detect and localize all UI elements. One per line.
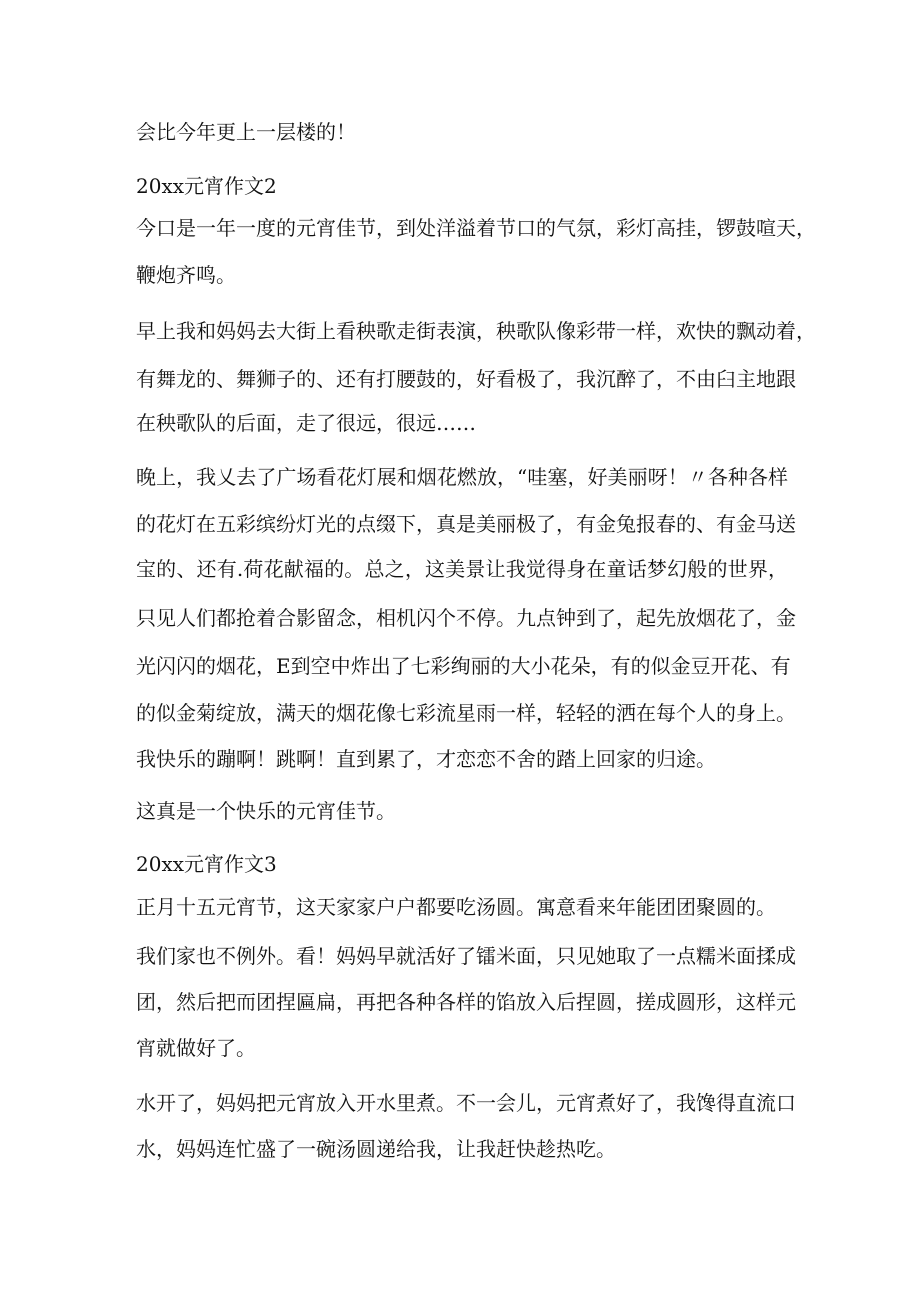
text-line: 今口是一年一度的元宵佳节，到处洋溢着节口的气氛，彩灯高挂，锣鼓喧天， — [136, 216, 816, 240]
section-heading: 20xx元宵作文3 — [136, 852, 277, 876]
text-line: 光闪闪的烟花，E到空中炸出了七彩绚丽的大小花朵，有的似金豆开花、有 — [136, 654, 791, 678]
text-line: 正月十五元宵节，这天家家户户都要吃汤圆。寓意看来年能团团聚圆的。 — [136, 895, 776, 919]
text-line: 宝的、还有.荷花献福的。总之，这美景让我觉得身在童话梦幻般的世界， — [136, 557, 788, 581]
text-line: 鞭炮齐鸣。 — [136, 263, 236, 287]
text-line: 早上我和妈妈去大街上看秧歌走街表演，秧歌队像彩带一样，欢快的飘动着， — [136, 319, 816, 343]
text-line: 有舞龙的、舞狮子的、还有打腰鼓的，好看极了，我沉醉了，不由臼主地跟 — [136, 367, 796, 391]
text-line: 的花灯在五彩缤纷灯光的点缀下，真是美丽极了，有金兔报春的、有金马送 — [136, 512, 796, 536]
text-line: 我们家也不例外。看！妈妈早就活好了镭米面，只见她取了一点糯米面揉成 — [136, 944, 796, 968]
text-line: 水开了，妈妈把元宵放入开水里煮。不一会儿，元宵煮好了，我馋得直流口 — [136, 1091, 796, 1115]
text-line: 宵就做好了。 — [136, 1036, 256, 1060]
text-line: 这真是一个快乐的元宵佳节。 — [136, 799, 396, 823]
text-line: 水，妈妈连忙盛了一碗汤圆递给我，让我赶快趁热吃。 — [136, 1137, 616, 1161]
text-line: 会比今年更上一层楼的！ — [136, 120, 356, 144]
text-line: 的似金菊绽放，满天的烟花像七彩流星雨一样，轻轻的洒在每个人的身上。 — [136, 701, 796, 725]
section-heading: 20xx元宵作文2 — [136, 174, 277, 198]
text-line: 在秧歌队的后面，走了很远，很远…… — [136, 411, 476, 435]
text-line: 我快乐的蹦啊！跳啊！直到累了，才恋恋不舍的踏上回家的归途。 — [136, 747, 716, 771]
text-line: 团，然后把而团捏匾扁，再把各种各样的馅放入后捏圆，搓成圆形，这样元 — [136, 990, 796, 1014]
text-line: 只见人们都抢着合影留念，相机闪个不停。九点钟到了，起先放烟花了，金 — [136, 606, 796, 630]
text-line: 晚上，我乂去了广场看花灯展和烟花燃放，“哇塞，好美丽呀！〃各种各样 — [136, 465, 788, 489]
